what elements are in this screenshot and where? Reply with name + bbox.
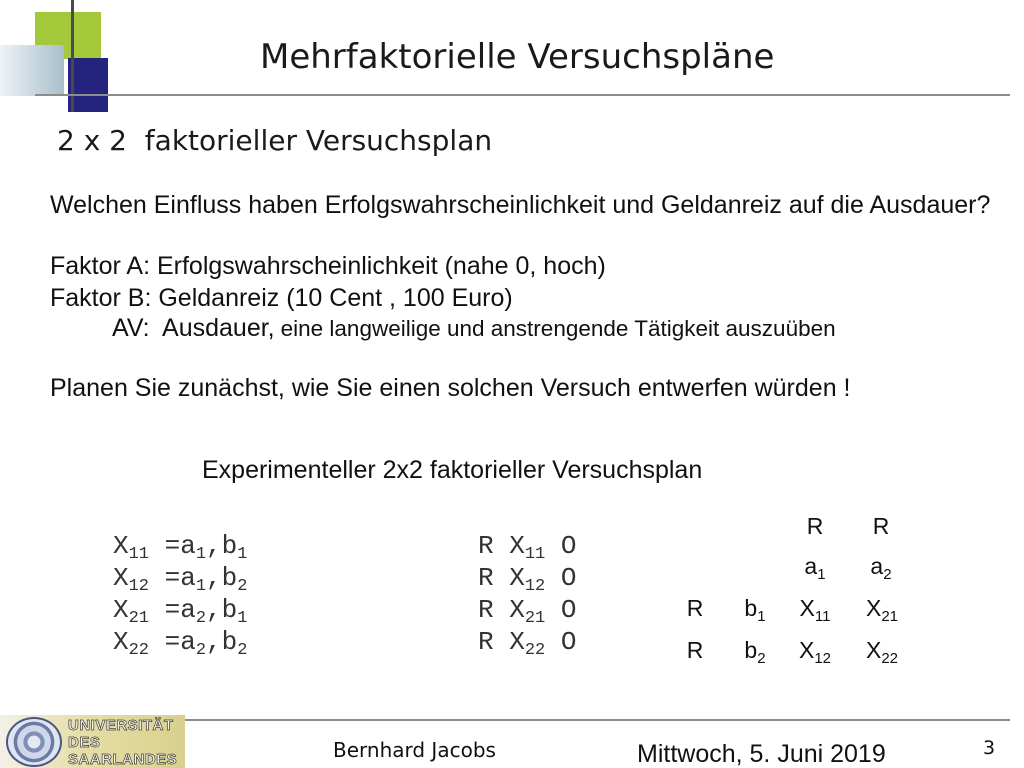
row-level: 2 [757,650,766,667]
matrix-random-label: R [872,513,890,539]
factor-a-level: 2 [195,609,207,628]
column-factor: a [870,553,884,579]
cell-index: 22 [881,650,899,667]
notation-line [478,626,576,658]
steel-square [0,45,64,96]
cell-index: 12 [128,577,150,596]
cell-symbol: X [113,563,129,593]
author-name: Bernhard Jacobs [333,738,496,762]
notation-line [478,562,576,594]
cell-index: 21 [881,608,899,625]
navy-square [68,58,108,112]
cell-index: 21 [128,609,150,628]
university-logo [0,715,185,768]
matrix-row-header [725,636,785,667]
matrix-cell [852,594,912,625]
cell-symbol: X [113,595,129,625]
notation-index: 21 [524,609,546,628]
notation-index: 12 [524,577,546,596]
factor-a-level: 1 [195,577,207,596]
matrix-row-header [725,594,785,625]
row-level: 1 [757,608,766,625]
cell-index: 11 [128,545,150,564]
slide-subtitle: 2 x 2 faktorieller Versuchsplan [57,124,493,157]
row-factor: b [744,595,758,621]
logo-line-2: DES [68,734,101,751]
separator-factor-b: ,b [206,595,238,625]
cell-symbol: X [799,595,815,621]
logo-line-1: UNIVERSITÄT [68,717,174,734]
factor-a-level: 1 [195,545,207,564]
factor-b-level: 2 [237,641,248,660]
cell-symbol: X [113,531,129,561]
matrix-column-header [785,552,845,583]
notation-index: 11 [524,545,546,564]
factor-b-level: 1 [237,545,248,564]
matrix-row-random-label: R [686,637,704,663]
logo-wordmark [68,717,177,768]
notation-line [478,594,576,626]
page-number: 3 [983,737,996,759]
research-question: Welchen Einfluss haben Erfolgswahrscheinlichkeit und Geldanreiz auf die Ausdauer? [50,191,991,219]
notation-prefix: R X [478,627,525,657]
notation-prefix: R X [478,563,525,593]
row-factor: b [744,637,758,663]
separator-factor-b: ,b [206,563,238,593]
notation-index: 22 [524,641,546,660]
cell-symbol: X [865,595,882,621]
equals-factor-a: =a [149,627,196,657]
notation-prefix: R X [478,531,525,561]
notation-observation: O [545,627,577,657]
cell-symbol: X [113,627,129,657]
cell-index: 12 [814,650,832,667]
title-rule [35,94,1010,96]
presentation-date: Mittwoch, 5. Juni 2019 [637,740,886,768]
separator-factor-b: ,b [206,531,238,561]
assignment-line [113,594,247,626]
matrix-cell [852,636,912,667]
assignment-line [113,562,247,594]
notation-prefix: R X [478,595,525,625]
dependent-variable [112,313,836,344]
dv-description: eine langweilige und anstrengende Tätigkeit auszuüben [280,316,836,341]
matrix-column-header [851,552,911,583]
cell-symbol: X [798,637,815,663]
cell-index: 11 [814,608,831,625]
assignment-line [113,530,247,562]
factor-a-level: 2 [195,641,207,660]
footer-rule [185,719,1010,721]
factor-b-definition: Faktor B: Geldanreiz (10 Cent , 100 Euro) [50,284,513,312]
equals-factor-a: =a [149,595,196,625]
factor-a-definition: Faktor A: Erfolgswahrscheinlichkeit (nahe 0, hoch) [50,252,606,280]
dv-label: AV: Ausdauer, [112,314,275,342]
assignment-line [113,626,247,658]
notation-observation: O [545,595,577,625]
column-level: 2 [883,566,892,583]
equals-factor-a: =a [149,531,196,561]
design-heading: Experimenteller 2x2 faktorieller Versuchsplan [202,456,703,484]
slide-title: Mehrfaktorielle Versuchspläne [260,37,775,77]
logo-line-3: SAARLANDES [68,751,178,768]
column-level: 1 [817,566,826,583]
notation-line [478,530,576,562]
notation-observation: O [545,563,577,593]
matrix-random-label: R [806,513,824,539]
factor-b-level: 1 [237,609,248,628]
notation-observation: O [545,531,577,561]
matrix-row-random-label: R [686,595,704,621]
factor-b-level: 2 [237,577,248,596]
cell-index: 22 [128,641,150,660]
matrix-cell [785,594,845,625]
equals-factor-a: =a [149,563,196,593]
cell-symbol: X [865,637,882,663]
university-seal-icon [6,717,62,767]
task-prompt: Planen Sie zunächst, wie Sie einen solchen Versuch entwerfen würden ! [50,374,851,402]
separator-factor-b: ,b [206,627,238,657]
column-factor: a [804,553,818,579]
matrix-cell [785,636,845,667]
